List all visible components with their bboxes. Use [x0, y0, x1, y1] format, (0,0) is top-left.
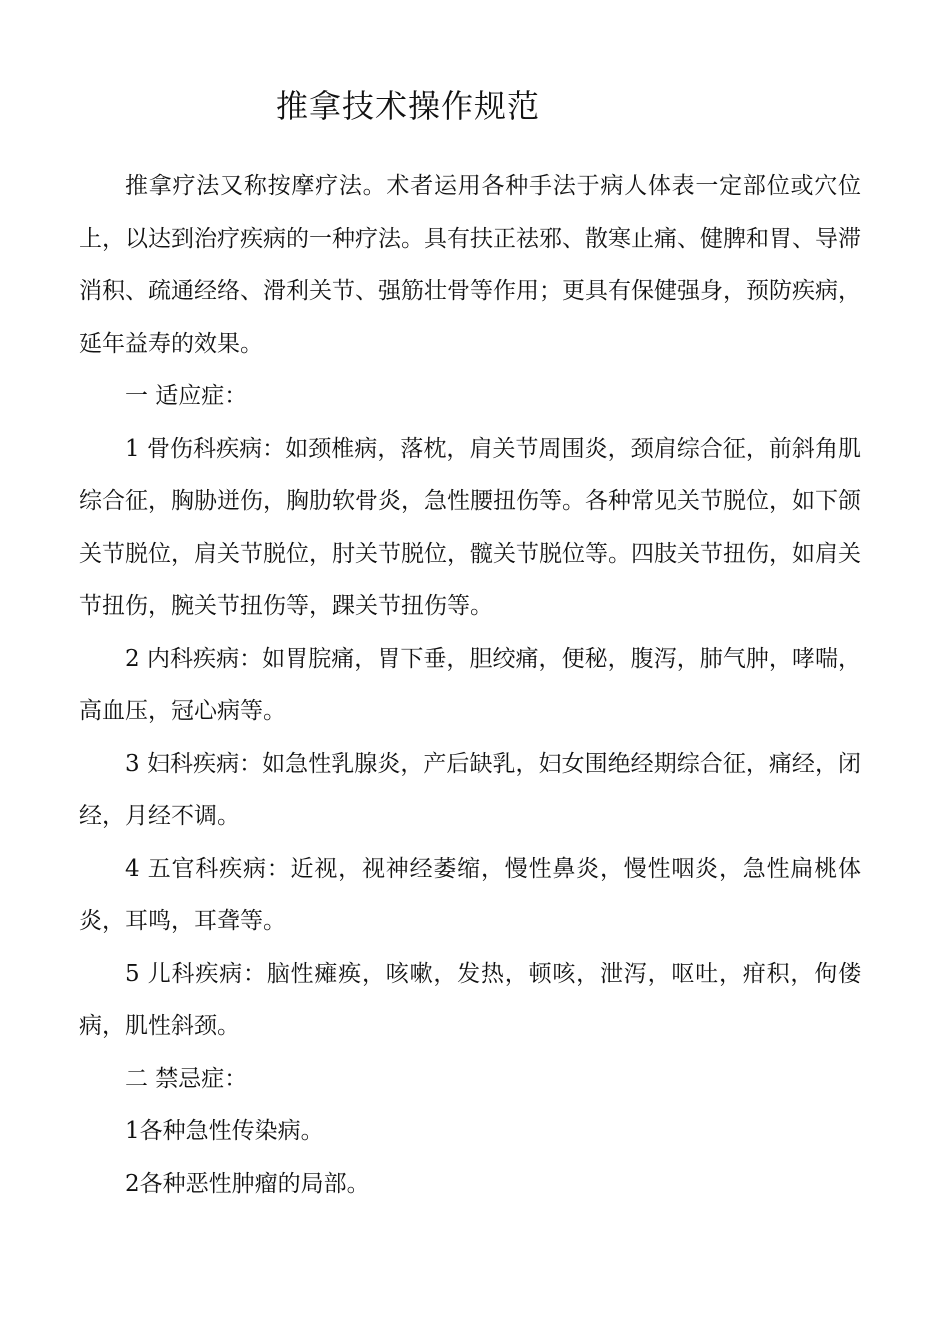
indication-gynecology: 3 妇科疾病：如急性乳腺炎，产后缺乳，妇女围绝经期综合征，痛经，闭经，月经不调。: [79, 750, 861, 829]
indication-internal-medicine: 2 内科疾病：如胃脘痛，胃下垂，胆绞痛，便秘，腹泻，肺气肿，哮喘，高血压，冠心病等。: [79, 645, 861, 724]
section-heading-contraindications: 二 禁忌症：: [125, 1065, 248, 1092]
contraindication-item: 1各种急性传染病。: [125, 1118, 324, 1144]
intro-paragraph: 推拿疗法又称按摩疗法。术者运用各种手法于病人体表一定部位或穴位上，以达到治疗疾病的一种疗法。具有扶正祛邪、散寒止痛、健脾和胃、导滞消积、疏通经络、滑利关节、强筋壮骨等作用；更具有保健强身，预防疾病，延年益寿的效果。: [79, 173, 861, 357]
contraindication-item: 2各种恶性肿瘤的局部。: [125, 1170, 370, 1197]
section-heading-indications: 一 适应症：: [125, 383, 248, 409]
document-title: 推拿技术操作规范: [276, 87, 541, 125]
document-body: [79, 160, 861, 1210]
indication-orthopedics: 1 骨伤科疾病：如颈椎病，落枕，肩关节周围炎，颈肩综合征，前斜角肌综合征，胸胁迸伤，胸肋软骨炎，急性腰扭伤等。各种常见关节脱位，如下颌关节脱位，肩关节脱位，肘关节脱位，髋关节脱位等。四肢关节扭伤，如肩关节扭伤，腕关节扭伤等，踝关节扭伤等。: [79, 435, 861, 619]
indication-pediatrics: 5 儿科疾病：脑性瘫痪，咳嗽，发热，顿咳，泄泻，呕吐，疳积，佝偻病，肌性斜颈。: [79, 960, 861, 1039]
indication-ent: 4 五官科疾病：近视，视神经萎缩，慢性鼻炎，慢性咽炎，急性扁桃体炎，耳鸣，耳聋等。: [79, 855, 861, 934]
